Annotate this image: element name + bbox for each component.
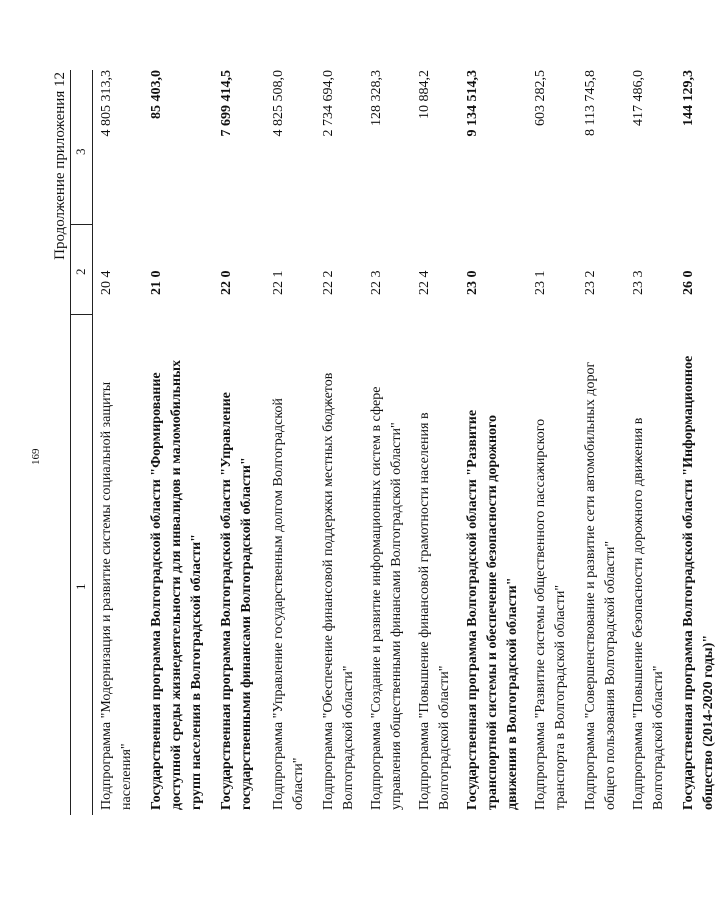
program-amount: 10 884,2 <box>417 70 432 119</box>
continuation-note: Продолжение приложения 12 <box>52 72 68 260</box>
program-code: 22 1 <box>271 270 286 295</box>
table-row <box>669 70 719 815</box>
program-name: Государственная программа Волгоградской области "Развитие транспортной системы и обеспечение безопасности дорожного движения в Волгоградской области" <box>465 409 520 810</box>
header-col-3: 3 <box>73 148 88 155</box>
program-code: 26 0 <box>681 270 696 295</box>
header-col-1: 1 <box>73 583 88 590</box>
program-name: Подпрограмма "Совершенствование и развитие сети автомобильных дорог общего пользования Волгоградской области" <box>583 361 618 810</box>
program-code: 22 3 <box>369 270 384 295</box>
program-name: Подпрограмма "Повышение безопасности дорожного движения в Волгоградской области" <box>631 417 666 810</box>
program-amount: 144 129,3 <box>681 70 696 126</box>
program-code: 23 1 <box>533 270 548 295</box>
page-number: 169 <box>30 448 42 465</box>
program-code: 21 0 <box>149 270 164 295</box>
table-row <box>407 70 455 815</box>
program-name: Подпрограмма "Повышение финансовой грамотности населения в Волгоградской области" <box>417 412 452 810</box>
table-row <box>621 70 669 815</box>
table-row <box>257 70 309 815</box>
program-name: Подпрограмма "Развитие системы общественного пассажирского транспорта в Волгоградской области" <box>533 418 568 810</box>
program-code: 23 2 <box>583 270 598 295</box>
program-amount: 128 328,3 <box>369 70 384 126</box>
program-amount: 4 825 508,0 <box>271 70 286 137</box>
budget-table <box>70 70 719 815</box>
table-row <box>455 70 523 815</box>
program-amount: 603 282,5 <box>533 70 548 126</box>
program-amount: 85 403,0 <box>149 70 164 119</box>
table-row <box>571 70 621 815</box>
program-name: Подпрограмма "Обеспечение финансовой поддержки местных бюджетов Волгоградской области" <box>321 372 356 810</box>
program-name: Подпрограмма "Модернизация и развитие системы социальной защиты населения" <box>99 381 134 810</box>
program-code: 20 4 <box>99 270 114 295</box>
table-row <box>93 70 137 815</box>
program-amount: 417 486,0 <box>631 70 646 126</box>
header-col-2: 2 <box>73 268 88 275</box>
program-amount: 4 805 313,3 <box>99 70 114 137</box>
table-row <box>523 70 571 815</box>
program-code: 23 0 <box>465 270 480 295</box>
program-name: Государственная программа Волгоградской области "Информационное общество (2014-2020 годы)" <box>681 355 716 810</box>
header-divider <box>70 314 92 315</box>
table-row <box>309 70 359 815</box>
program-name: Подпрограмма "Создание и развитие информационных систем в сфере управления общественными финансами Волгоградской области" <box>369 386 404 810</box>
table-row <box>137 70 207 815</box>
program-name: Подпрограмма "Управление государственным долгом Волгоградской области" <box>271 398 306 810</box>
program-amount: 7 699 414,5 <box>219 70 234 137</box>
program-code: 22 2 <box>321 270 336 295</box>
program-code: 23 3 <box>631 270 646 295</box>
program-code: 22 0 <box>219 270 234 295</box>
program-code: 22 4 <box>417 270 432 295</box>
table-row <box>359 70 407 815</box>
program-amount: 9 134 514,3 <box>465 70 480 137</box>
program-amount: 2 734 694,0 <box>321 70 336 137</box>
table-row <box>207 70 257 815</box>
program-name: Государственная программа Волгоградской области "Формирование доступной среды жизнедеятельности для инвалидов и маломобильных групп населения в Волгоградской области" <box>149 359 204 810</box>
header-divider <box>70 224 92 225</box>
table-header <box>70 70 93 815</box>
program-name: Государственная программа Волгоградской области "Управление государственными финансами Волгоградской области" <box>219 392 254 810</box>
table-body <box>93 70 719 815</box>
program-amount: 8 113 745,8 <box>583 70 598 136</box>
